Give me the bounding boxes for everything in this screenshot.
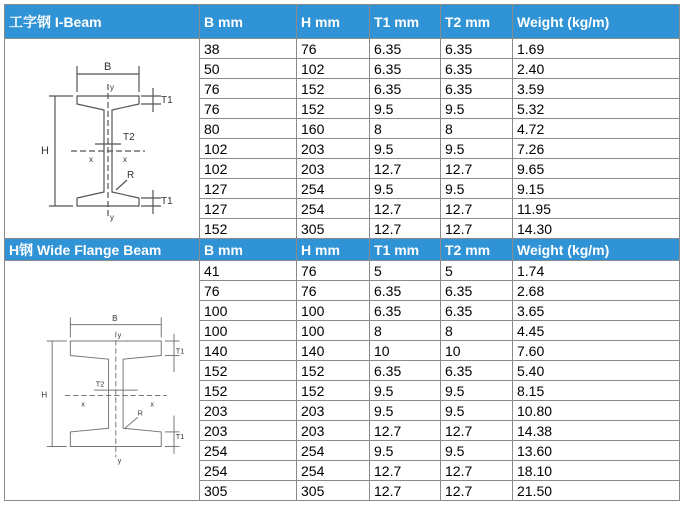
diagram-label-t2: T2 bbox=[123, 131, 135, 143]
cell-weight: 2.68 bbox=[513, 281, 680, 301]
cell-h: 140 bbox=[297, 341, 370, 361]
diagram-label-x-left: x bbox=[89, 154, 93, 164]
cell-t2: 6.35 bbox=[441, 39, 513, 59]
steel-beam-spec-table bbox=[4, 4, 680, 501]
cell-t1: 6.35 bbox=[370, 39, 441, 59]
cell-t2: 6.35 bbox=[441, 361, 513, 381]
diagram-label-h: H bbox=[41, 144, 49, 157]
cell-t1: 9.5 bbox=[370, 441, 441, 461]
header-h: H mm bbox=[297, 5, 370, 39]
diagram-label-r: R bbox=[137, 408, 143, 418]
cell-b: 127 bbox=[200, 199, 297, 219]
cell-t2: 9.5 bbox=[441, 441, 513, 461]
hbeam-title-cell: H钢 Wide Flange Beam bbox=[5, 239, 200, 261]
cell-b: 203 bbox=[200, 421, 297, 441]
cell-t1: 9.5 bbox=[370, 179, 441, 199]
cell-h: 100 bbox=[297, 321, 370, 341]
cell-b: 41 bbox=[200, 261, 297, 281]
cell-t2: 6.35 bbox=[441, 79, 513, 99]
cell-t2: 9.5 bbox=[441, 179, 513, 199]
cell-h: 254 bbox=[297, 461, 370, 481]
header-t2: T2 mm bbox=[441, 5, 513, 39]
table-row bbox=[5, 261, 680, 281]
ibeam-cross-section-diagram bbox=[9, 44, 199, 234]
cell-b: 254 bbox=[200, 461, 297, 481]
cell-b: 152 bbox=[200, 219, 297, 239]
header-weight: Weight (kg/m) bbox=[513, 5, 680, 39]
cell-weight: 14.38 bbox=[513, 421, 680, 441]
cell-weight: 18.10 bbox=[513, 461, 680, 481]
cell-h: 160 bbox=[297, 119, 370, 139]
cell-h: 254 bbox=[297, 441, 370, 461]
cell-b: 100 bbox=[200, 301, 297, 321]
hbeam-section bbox=[5, 239, 680, 501]
cell-b: 76 bbox=[200, 99, 297, 119]
cell-t1: 12.7 bbox=[370, 159, 441, 179]
cell-weight: 7.60 bbox=[513, 341, 680, 361]
cell-weight: 5.40 bbox=[513, 361, 680, 381]
cell-t2: 8 bbox=[441, 321, 513, 341]
cell-t1: 6.35 bbox=[370, 361, 441, 381]
diagram-label-t1-top: T1 bbox=[175, 346, 185, 356]
cell-weight: 13.60 bbox=[513, 441, 680, 461]
cell-t1: 9.5 bbox=[370, 381, 441, 401]
cell-t1: 8 bbox=[370, 119, 441, 139]
cell-t1: 6.35 bbox=[370, 301, 441, 321]
diagram-label-t1-top: T1 bbox=[161, 94, 173, 106]
cell-weight: 9.15 bbox=[513, 179, 680, 199]
ibeam-diagram-cell bbox=[5, 39, 200, 239]
cell-t2: 6.35 bbox=[441, 59, 513, 79]
cell-h: 305 bbox=[297, 219, 370, 239]
cell-weight: 14.30 bbox=[513, 219, 680, 239]
cell-weight: 8.15 bbox=[513, 381, 680, 401]
cell-t2: 8 bbox=[441, 119, 513, 139]
cell-t1: 6.35 bbox=[370, 79, 441, 99]
diagram-label-b: B bbox=[104, 60, 112, 73]
header-t1: T1 mm bbox=[370, 5, 441, 39]
cell-b: 254 bbox=[200, 441, 297, 461]
cell-weight: 11.95 bbox=[513, 199, 680, 219]
cell-t2: 12.7 bbox=[441, 199, 513, 219]
cell-b: 102 bbox=[200, 139, 297, 159]
cell-t1: 5 bbox=[370, 261, 441, 281]
cell-h: 102 bbox=[297, 59, 370, 79]
cell-t2: 9.5 bbox=[441, 381, 513, 401]
cell-weight: 9.65 bbox=[513, 159, 680, 179]
cell-b: 127 bbox=[200, 179, 297, 199]
diagram-label-t1-bottom: T1 bbox=[175, 431, 185, 441]
cell-t1: 12.7 bbox=[370, 199, 441, 219]
cell-h: 100 bbox=[297, 301, 370, 321]
hbeam-cross-section-diagram bbox=[9, 281, 199, 481]
cell-b: 100 bbox=[200, 321, 297, 341]
cell-weight: 21.50 bbox=[513, 481, 680, 501]
cell-t2: 12.7 bbox=[441, 461, 513, 481]
cell-b: 152 bbox=[200, 381, 297, 401]
diagram-label-y-bottom: y bbox=[110, 212, 114, 222]
header-b: B mm bbox=[200, 239, 297, 261]
header-h: H mm bbox=[297, 239, 370, 261]
cell-t1: 8 bbox=[370, 321, 441, 341]
diagram-label-b: B bbox=[112, 313, 118, 323]
diagram-label-x-right: x bbox=[150, 398, 155, 408]
ibeam-section bbox=[5, 5, 680, 239]
cell-weight: 1.74 bbox=[513, 261, 680, 281]
cell-t2: 6.35 bbox=[441, 281, 513, 301]
cell-h: 305 bbox=[297, 481, 370, 501]
diagram-label-x-right: x bbox=[123, 154, 127, 164]
cell-t1: 12.7 bbox=[370, 481, 441, 501]
cell-t2: 5 bbox=[441, 261, 513, 281]
cell-h: 152 bbox=[297, 99, 370, 119]
cell-t1: 6.35 bbox=[370, 281, 441, 301]
cell-h: 254 bbox=[297, 199, 370, 219]
cell-t1: 9.5 bbox=[370, 139, 441, 159]
cell-t2: 10 bbox=[441, 341, 513, 361]
cell-b: 102 bbox=[200, 159, 297, 179]
cell-b: 203 bbox=[200, 401, 297, 421]
header-weight: Weight (kg/m) bbox=[513, 239, 680, 261]
diagram-label-r: R bbox=[127, 169, 135, 181]
cell-b: 305 bbox=[200, 481, 297, 501]
cell-h: 152 bbox=[297, 381, 370, 401]
cell-weight: 10.80 bbox=[513, 401, 680, 421]
cell-t1: 9.5 bbox=[370, 401, 441, 421]
ibeam-title-cell: 工字钢 I-Beam bbox=[5, 5, 200, 39]
cell-t2: 9.5 bbox=[441, 99, 513, 119]
cell-weight: 3.59 bbox=[513, 79, 680, 99]
cell-b: 50 bbox=[200, 59, 297, 79]
cell-weight: 2.40 bbox=[513, 59, 680, 79]
diagram-label-x-left: x bbox=[81, 398, 85, 408]
ibeam-header-row bbox=[5, 5, 680, 39]
cell-t1: 10 bbox=[370, 341, 441, 361]
cell-t2: 9.5 bbox=[441, 139, 513, 159]
cell-h: 152 bbox=[297, 79, 370, 99]
diagram-label-y-top: y bbox=[110, 82, 114, 92]
cell-h: 76 bbox=[297, 39, 370, 59]
cell-h: 203 bbox=[297, 421, 370, 441]
diagram-label-t1-bottom: T1 bbox=[161, 195, 173, 207]
cell-h: 203 bbox=[297, 139, 370, 159]
cell-b: 76 bbox=[200, 79, 297, 99]
cell-b: 152 bbox=[200, 361, 297, 381]
diagram-label-h: H bbox=[41, 389, 48, 399]
cell-weight: 4.72 bbox=[513, 119, 680, 139]
cell-weight: 5.32 bbox=[513, 99, 680, 119]
cell-h: 76 bbox=[297, 261, 370, 281]
cell-t1: 6.35 bbox=[370, 59, 441, 79]
cell-t2: 12.7 bbox=[441, 481, 513, 501]
hbeam-diagram-cell bbox=[5, 261, 200, 501]
diagram-label-t2: T2 bbox=[95, 378, 105, 388]
cell-weight: 3.65 bbox=[513, 301, 680, 321]
cell-b: 76 bbox=[200, 281, 297, 301]
cell-h: 254 bbox=[297, 179, 370, 199]
cell-t2: 12.7 bbox=[441, 159, 513, 179]
header-t1: T1 mm bbox=[370, 239, 441, 261]
cell-weight: 7.26 bbox=[513, 139, 680, 159]
cell-t1: 12.7 bbox=[370, 421, 441, 441]
header-t2: T2 mm bbox=[441, 239, 513, 261]
table-row bbox=[5, 39, 680, 59]
cell-t2: 12.7 bbox=[441, 421, 513, 441]
cell-t2: 9.5 bbox=[441, 401, 513, 421]
cell-b: 80 bbox=[200, 119, 297, 139]
cell-t2: 6.35 bbox=[441, 301, 513, 321]
hbeam-header-row bbox=[5, 239, 680, 261]
cell-t1: 12.7 bbox=[370, 219, 441, 239]
header-b: B mm bbox=[200, 5, 297, 39]
diagram-label-y-bottom: y bbox=[117, 455, 122, 465]
cell-weight: 4.45 bbox=[513, 321, 680, 341]
diagram-label-y-top: y bbox=[117, 329, 122, 339]
cell-h: 152 bbox=[297, 361, 370, 381]
cell-h: 203 bbox=[297, 401, 370, 421]
cell-t2: 12.7 bbox=[441, 219, 513, 239]
cell-weight: 1.69 bbox=[513, 39, 680, 59]
cell-b: 38 bbox=[200, 39, 297, 59]
cell-h: 203 bbox=[297, 159, 370, 179]
cell-t1: 12.7 bbox=[370, 461, 441, 481]
cell-b: 140 bbox=[200, 341, 297, 361]
cell-h: 76 bbox=[297, 281, 370, 301]
cell-t1: 9.5 bbox=[370, 99, 441, 119]
